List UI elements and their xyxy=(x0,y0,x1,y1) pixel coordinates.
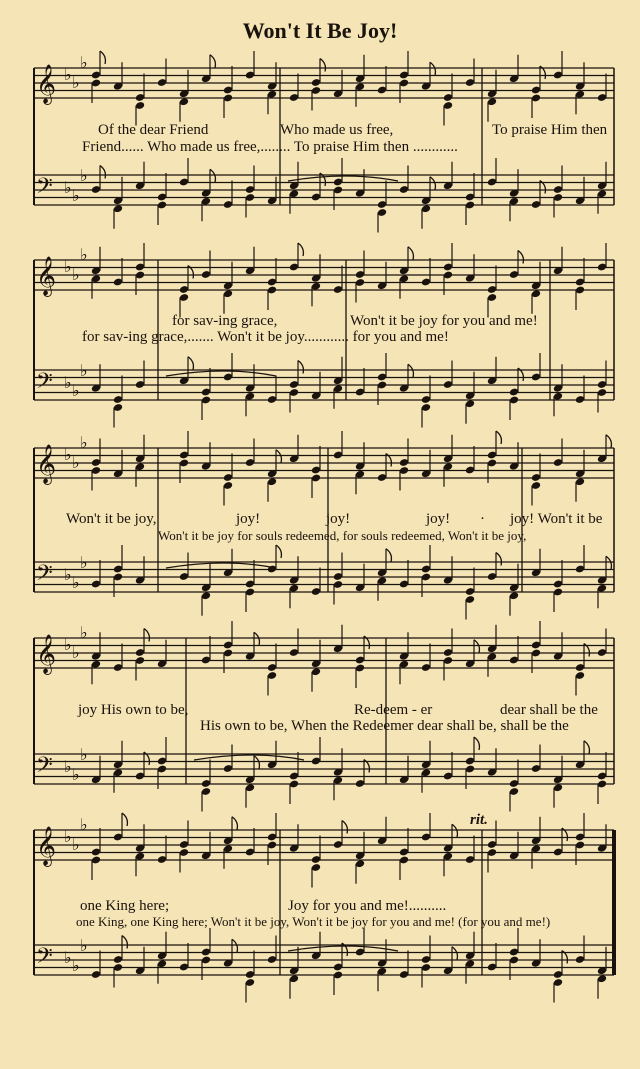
slur xyxy=(166,371,276,376)
flat-icon: ♭ xyxy=(64,257,72,276)
note-flag xyxy=(584,741,589,754)
flat-icon: ♭ xyxy=(80,166,88,185)
note-flag xyxy=(474,640,479,653)
lyric-s1-upper-2: Who made us free, xyxy=(280,122,394,138)
lyric-s3-lower: Won't it be joy for souls redeemed, for souls redeemed, Won't it be joy, xyxy=(158,528,527,543)
flat-icon: ♭ xyxy=(80,623,88,642)
bass-clef-icon: 𝄢 xyxy=(36,944,53,974)
lyric-s2-upper-1: for sav-ing grace, xyxy=(172,313,278,329)
lyric-s2-upper-2: Won't it be joy for you and me! xyxy=(350,313,538,329)
note-flag xyxy=(496,431,501,444)
note-flag xyxy=(474,737,479,750)
flat-icon: ♭ xyxy=(64,757,72,776)
note-flag xyxy=(408,247,413,260)
lyric-s3-upper-5: · xyxy=(480,511,485,527)
bass-clef-icon: 𝄢 xyxy=(36,753,53,783)
flat-icon: ♭ xyxy=(72,765,80,784)
note-flag xyxy=(298,243,303,256)
note-flag xyxy=(320,59,325,72)
lyric-s5-lower: one King, one King here; Won't it be joy, Won't it be joy for you and me! (for you and me!) xyxy=(76,914,551,929)
flat-icon: ♭ xyxy=(80,245,88,264)
flat-icon: ♭ xyxy=(80,553,88,572)
note-flag xyxy=(254,756,259,769)
note-flag xyxy=(276,545,281,558)
note-flag xyxy=(144,629,149,642)
bass-clef-icon: 𝄢 xyxy=(36,561,53,591)
lyric-s4-upper-2: Re-deem - er xyxy=(354,702,433,718)
note-flag xyxy=(210,169,215,182)
note-flag xyxy=(452,947,457,960)
flat-icon: ♭ xyxy=(64,373,72,392)
lyric-s1-upper-3: To praise Him then xyxy=(492,122,608,138)
note-flag xyxy=(342,821,347,834)
flat-icon: ♭ xyxy=(64,565,72,584)
note-flag xyxy=(122,936,127,949)
lyric-s2-lower: for sav-ing grace,....... Won't it be joy............ for you and me! xyxy=(82,329,449,345)
slur xyxy=(194,755,304,760)
flat-icon: ♭ xyxy=(80,433,88,452)
treble-clef-icon: 𝄞 xyxy=(36,256,57,296)
flat-icon: ♭ xyxy=(80,361,88,380)
note-flag xyxy=(518,251,523,264)
treble-clef-icon: 𝄞 xyxy=(36,826,57,866)
lyric-s3-upper-6: joy! Won't it be xyxy=(510,511,603,527)
treble-clef-icon: 𝄞 xyxy=(36,634,57,674)
note-flag xyxy=(606,435,611,448)
flat-icon: ♭ xyxy=(64,65,72,84)
note-flag xyxy=(188,357,193,370)
note-flag xyxy=(606,556,611,569)
flat-icon: ♭ xyxy=(72,265,80,284)
lyric-s1-lower: Friend...... Who made us free,........ To praise Him then ............ xyxy=(82,139,458,155)
lyric-s5-upper-2: Joy for you and me!.......... xyxy=(288,898,447,914)
note-flag xyxy=(276,450,281,463)
lyric-s3-upper-4: joy! xyxy=(426,511,451,527)
flat-icon: ♭ xyxy=(72,835,80,854)
flat-icon: ♭ xyxy=(72,186,80,205)
tempo-marking: rit. xyxy=(470,812,488,828)
flat-icon: ♭ xyxy=(80,53,88,72)
bass-clef-icon: 𝄢 xyxy=(36,369,53,399)
note-flag xyxy=(430,177,435,190)
page-title: Won't It Be Joy! xyxy=(242,18,398,43)
lyric-s1-upper-1: Of the dear Friend xyxy=(98,122,209,138)
flat-icon: ♭ xyxy=(64,178,72,197)
lyric-s3-upper-3: joy! xyxy=(326,511,351,527)
flat-icon: ♭ xyxy=(72,643,80,662)
lyric-s3-upper-1: Won't it be joy, xyxy=(66,511,157,527)
lyric-s4-lower: His own to be, When the Redeemer dear shall be, shall be the xyxy=(200,718,569,734)
flat-icon: ♭ xyxy=(64,445,72,464)
flat-icon: ♭ xyxy=(72,453,80,472)
note-flag xyxy=(232,939,237,952)
lyric-s4-upper-1: joy His own to be, xyxy=(78,702,189,718)
note-flag xyxy=(122,813,127,826)
note-flag xyxy=(298,361,303,374)
treble-clef-icon: 𝄞 xyxy=(36,64,57,104)
note-flag xyxy=(430,62,435,75)
flat-icon: ♭ xyxy=(64,948,72,967)
flat-icon: ♭ xyxy=(72,381,80,400)
note-flag xyxy=(408,364,413,377)
note-flag xyxy=(452,824,457,837)
flat-icon: ♭ xyxy=(80,936,88,955)
note-flag xyxy=(386,549,391,562)
flat-icon: ♭ xyxy=(80,815,88,834)
bass-clef-icon: 𝄢 xyxy=(36,174,53,204)
note-flag xyxy=(232,817,237,830)
slur xyxy=(288,946,398,951)
treble-clef-icon: 𝄞 xyxy=(36,444,57,484)
note-flag xyxy=(100,166,105,179)
flat-icon: ♭ xyxy=(72,956,80,975)
note-flag xyxy=(254,632,259,645)
lyric-s4-upper-3: dear shall be the xyxy=(500,702,598,718)
note-flag xyxy=(100,51,105,64)
note-flag xyxy=(496,553,501,566)
flat-icon: ♭ xyxy=(64,827,72,846)
slur xyxy=(288,176,398,181)
flat-icon: ♭ xyxy=(72,73,80,92)
lyric-s5-upper-1: one King here; xyxy=(80,898,170,914)
lyric-s3-upper-2: joy! xyxy=(236,511,261,527)
flat-icon: ♭ xyxy=(64,635,72,654)
note-flag xyxy=(210,55,215,68)
flat-icon: ♭ xyxy=(72,573,80,592)
slur xyxy=(166,563,276,568)
flat-icon: ♭ xyxy=(80,745,88,764)
